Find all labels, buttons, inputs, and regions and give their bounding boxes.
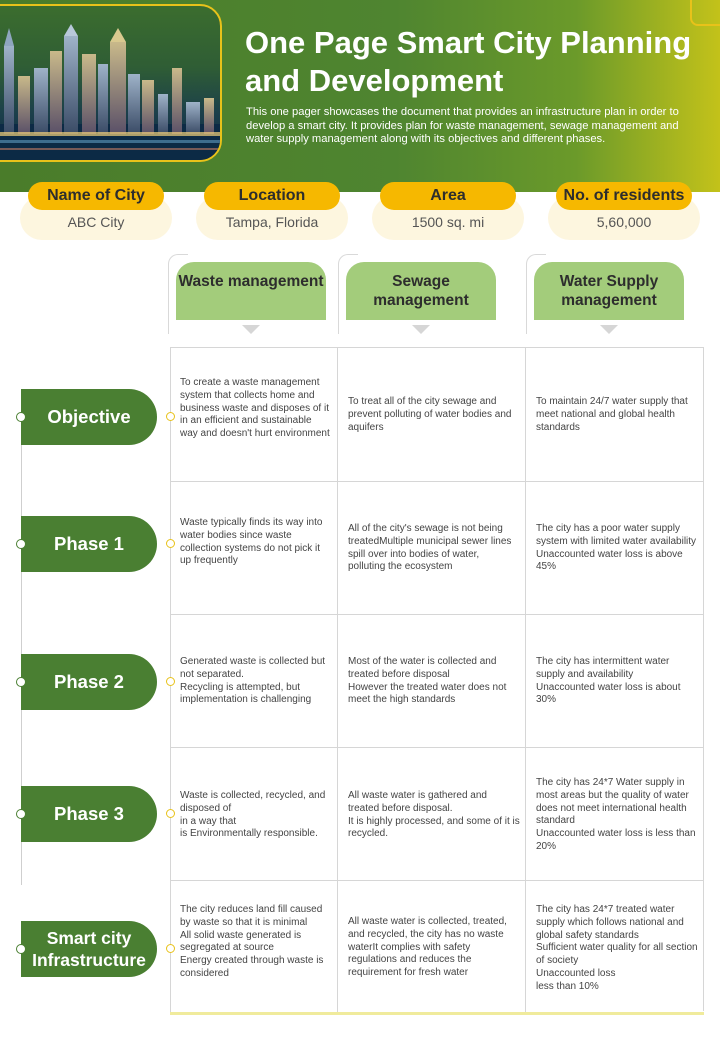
info-label: Area (380, 182, 516, 210)
table-cell: The city reduces land fill caused by waste so that it is minimal All solid waste generated is segregated at source Energy created through waste is considered (180, 904, 324, 979)
row-label-objective: Objective (21, 389, 157, 445)
timeline-dot (16, 539, 26, 549)
table-cell: The city has 24*7 treated water supply which follows national and global safety standards Sufficient water quality for all section of society Unaccounted loss less than 10% (536, 904, 698, 992)
page-subtitle: This one pager showcases the document that provides an infrastructure plan in order to develop a smart city. It provides plan for waste management, sewage management and water supply management along with its objectives and different phases. (246, 106, 679, 145)
info-label: No. of residents (556, 182, 692, 210)
plan-table (170, 347, 704, 1011)
table-cell: To maintain 24/7 water supply that meet national and global health standards (536, 396, 688, 433)
info-card-location (196, 182, 348, 240)
info-value: Tampa, Florida (196, 196, 348, 240)
table-cell: All waste water is collected, treated, and recycled, the city has no waste waterIt complies with safety regulations and reduces the requirement for fresh water (348, 916, 507, 979)
table-cell: All of the city's sewage is not being treatedMultiple municipal sewer lines spill over into bodies of water, polluting the ecosystem (348, 523, 512, 573)
row-label-phase-1: Phase 1 (21, 516, 157, 572)
column-title: Water Supply management (534, 262, 684, 320)
down-arrow-icon (600, 325, 618, 334)
header-banner (0, 0, 720, 192)
table-cell: All waste water is gathered and treated before disposal. It is highly processed, and some of it is recycled. (348, 790, 520, 840)
table-cell: To treat all of the city sewage and prevent polluting of water bodies and aquifers (348, 396, 512, 433)
column-header-water-supply (534, 262, 684, 338)
table-cell: The city has 24*7 Water supply in most areas but the quality of water does not meet international health standard Unaccounted water loss is less than 20% (536, 777, 696, 852)
row-label-smart-city-infrastructure: Smart city Infrastructure (21, 921, 157, 977)
row-label-phase-2: Phase 2 (21, 654, 157, 710)
timeline-dot (16, 677, 26, 687)
table-cell: Generated waste is collected but not separated. Recycling is attempted, but implementation is challenging (180, 656, 326, 706)
info-label: Name of City (28, 182, 164, 210)
info-value: 5,60,000 (548, 196, 700, 240)
page-title: One Page Smart City Planning and Development (245, 25, 692, 98)
table-cell: The city has intermittent water supply and availability Unaccounted water loss is about 30% (536, 656, 681, 706)
connector-dot (166, 677, 175, 686)
info-label: Location (204, 182, 340, 210)
timeline-dot (16, 944, 26, 954)
timeline-dot (16, 809, 26, 819)
down-arrow-icon (412, 325, 430, 334)
table-cell: To create a waste management system that collects home and business waste and disposes of it in an efficient and sustainable way and doesn't hurt environment (180, 377, 330, 440)
row-label-phase-3: Phase 3 (21, 786, 157, 842)
column-header-waste (176, 262, 326, 338)
column-title: Sewage management (346, 262, 496, 320)
column-title: Waste management (176, 262, 326, 320)
column-header-sewage (346, 262, 496, 338)
down-arrow-icon (242, 325, 260, 334)
info-value: ABC City (20, 196, 172, 240)
connector-dot (166, 539, 175, 548)
table-cell: The city has a poor water supply system with limited water availability Unaccounted water loss is above 45% (536, 523, 697, 573)
info-card-city-name (20, 182, 172, 240)
info-card-area (372, 182, 524, 240)
connector-dot (166, 944, 175, 953)
info-value: 1500 sq. mi (372, 196, 524, 240)
connector-dot (166, 809, 175, 818)
table-cell: Waste is collected, recycled, and disposed of in a way that is Environmentally responsible. (180, 790, 326, 840)
table-cell: Waste typically finds its way into water bodies since waste collection systems do not pick it up frequently (180, 517, 323, 567)
city-skyline-image (0, 4, 222, 162)
connector-dot (166, 412, 175, 421)
table-cell: Most of the water is collected and treated before disposal However the treated water does not meet the high standards (348, 656, 507, 706)
timeline-dot (16, 412, 26, 422)
decorative-frame (690, 0, 720, 26)
info-card-residents (548, 182, 700, 240)
